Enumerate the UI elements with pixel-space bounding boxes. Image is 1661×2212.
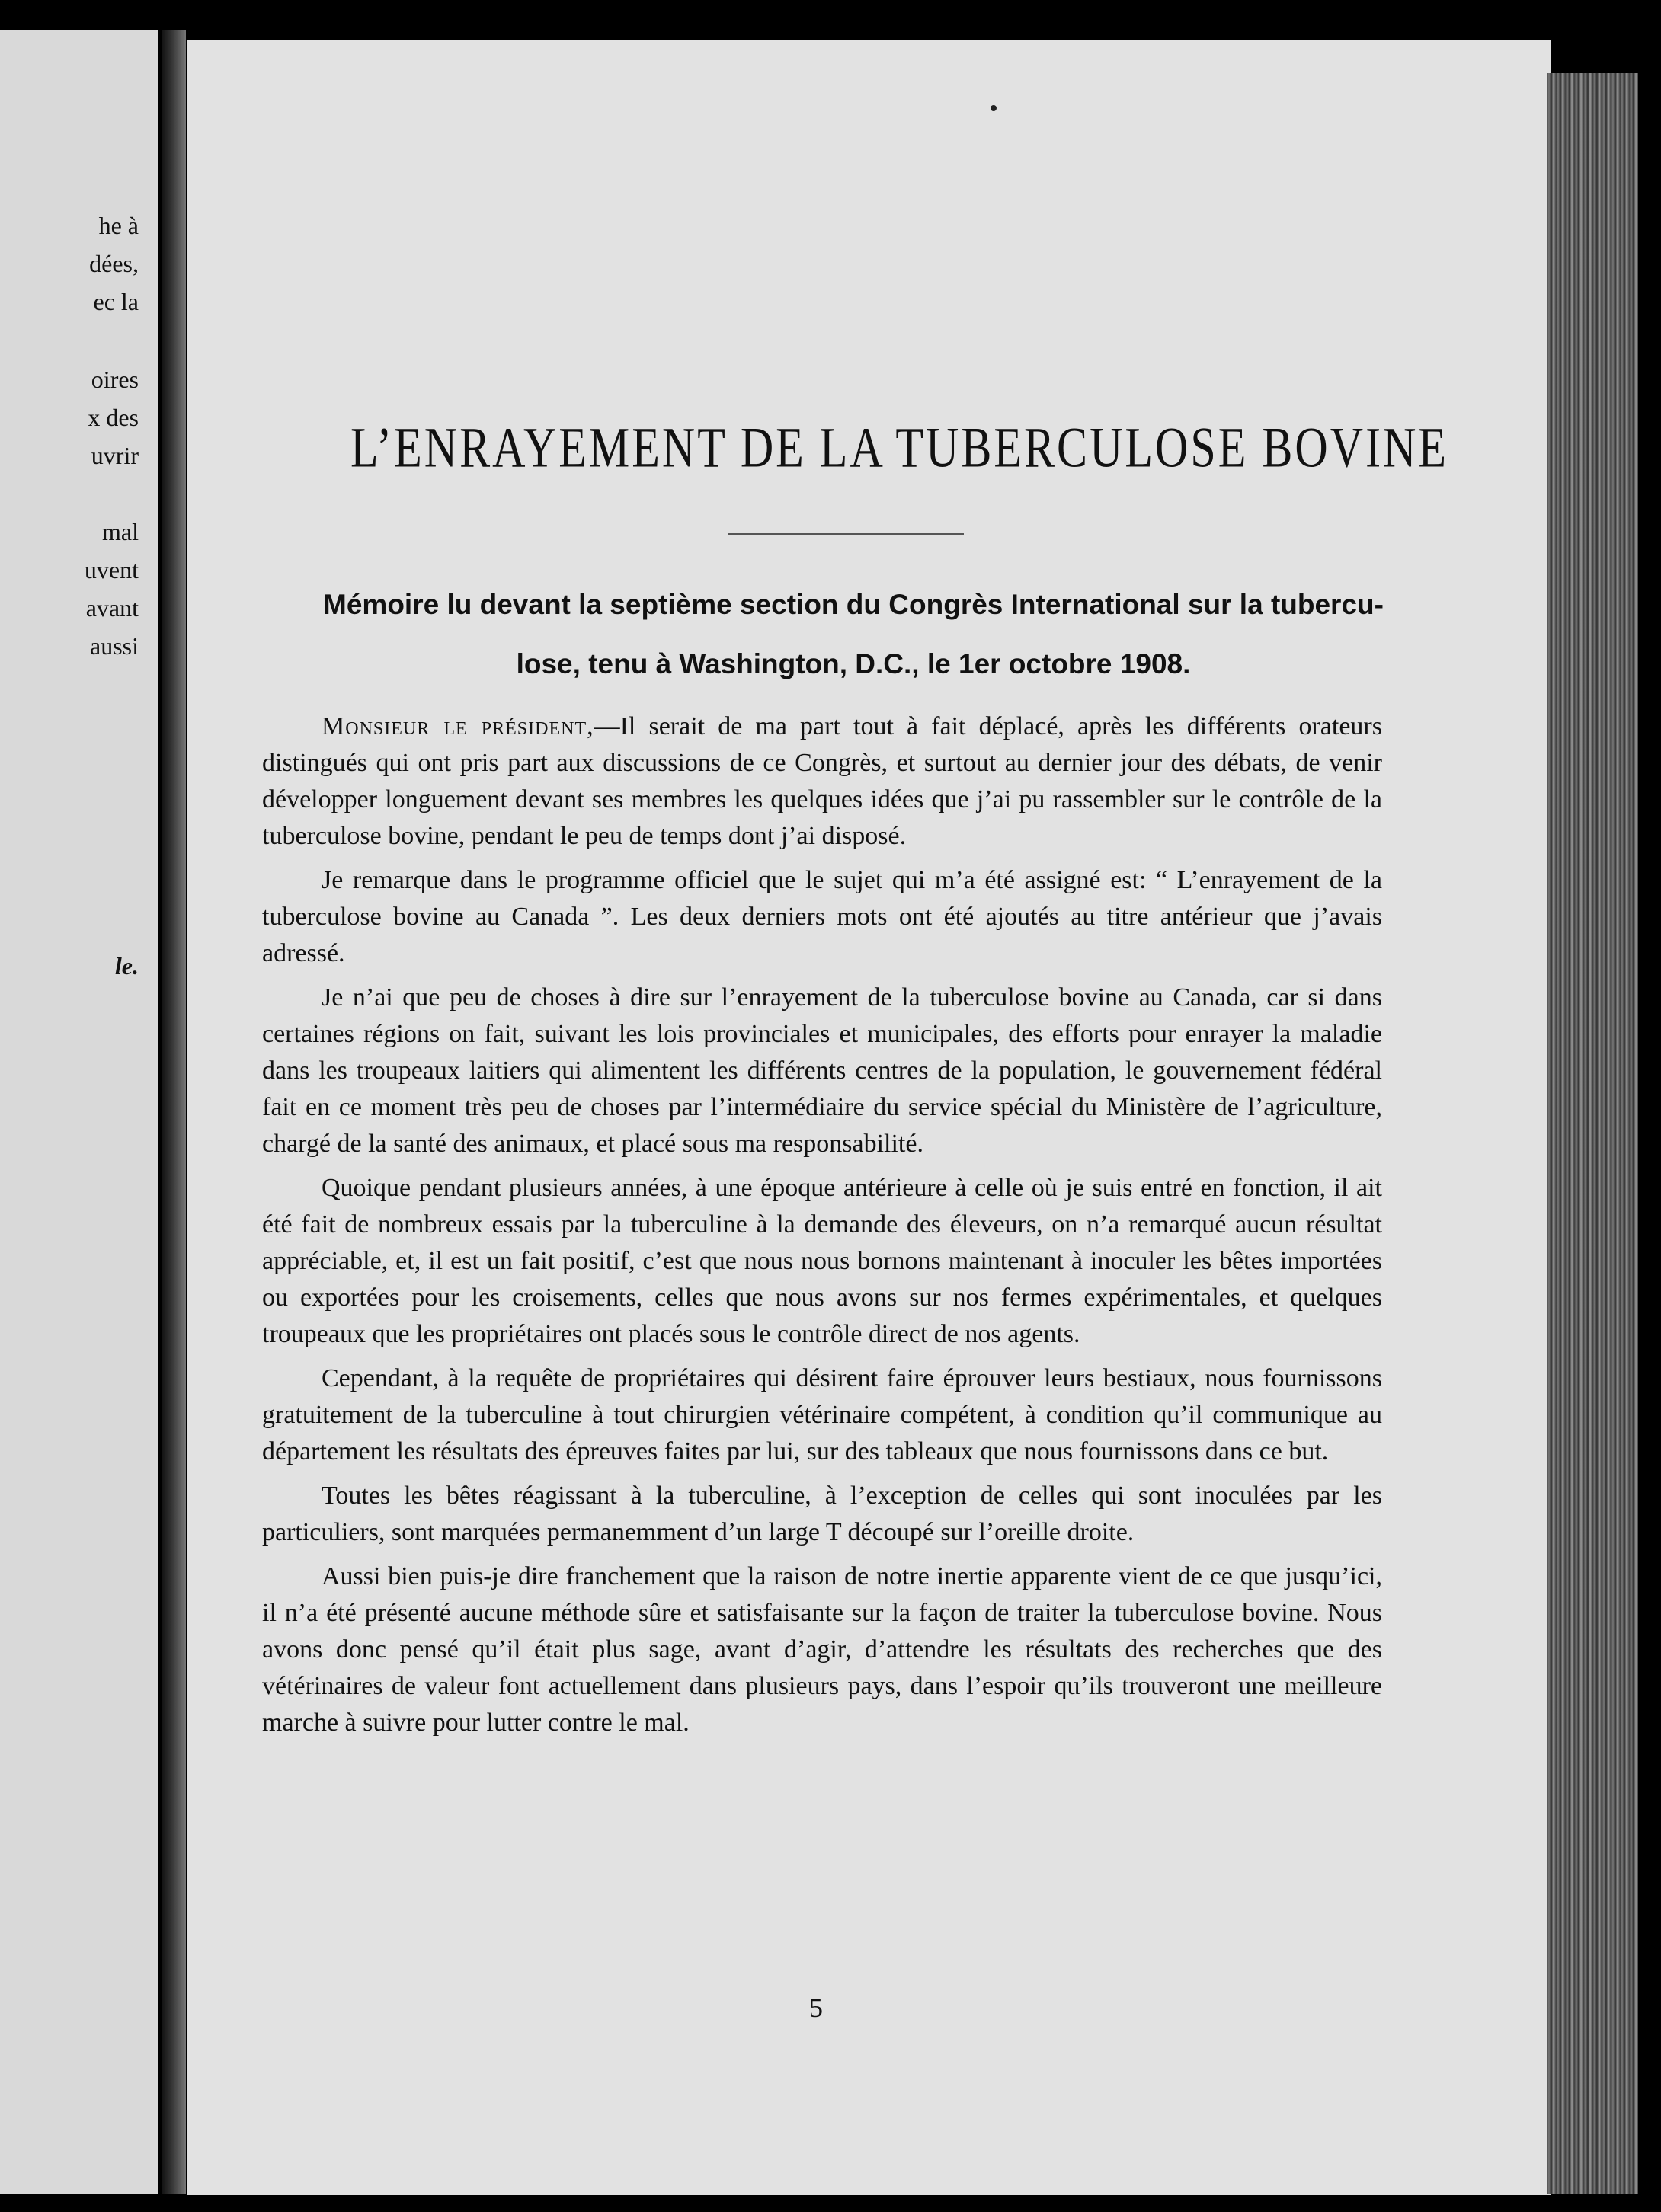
left-page-line: ec la — [93, 288, 139, 315]
ink-dot — [991, 105, 997, 111]
left-page-line: mal — [102, 518, 139, 545]
page-title: L’ENRAYEMENT DE LA TUBERCULOSE BOVINE — [350, 416, 1449, 479]
left-page-line: x des — [88, 404, 139, 431]
title-divider — [728, 533, 964, 535]
left-page-line: avant — [85, 594, 139, 622]
paragraph: Aussi bien puis-je dire franchement que la raison de notre inertie apparente vient de ce que jusqu’ici, il n’a été présenté aucune méthode sûre et satisfaisante sur la façon de traiter la tuberculose bovine. Nous avons donc pensé qu’il était plus sage, avant d’agir, d’attendre les résultats des recherches que des vétérinaires de valeur font actuellement dans plusieurs pays, dans l’espoir qu’ils trouveront une meilleure marche à suivre pour lutter contre le mal. — [262, 1562, 1382, 1737]
book-gutter — [162, 30, 186, 2194]
paragraph: Je n’ai que peu de choses à dire sur l’enrayement de la tuberculose bovine au Canada, car si dans certaines régions on fait, suivant les lois provinciales et municipales, des efforts pour enrayer la maladie dans les troupeaux laitiers qui alimentent les différents centres de la population, le gouvernement fédéral fait en ce moment très peu de choses par l’intermédiaire du service spécial du Ministère de l’agriculture, chargé de la santé des animaux, et placé sous ma responsabilité. — [262, 983, 1382, 1158]
page-edges — [1547, 73, 1638, 2194]
paragraph: Toutes les bêtes réagissant à la tuberculine, à l’exception de celles qui sont inoculées par les particuliers, sont marquées permanemment d’un large T découpé sur l’oreille droite. — [262, 1482, 1382, 1546]
paragraph — [262, 708, 1382, 855]
subtitle — [282, 575, 1425, 694]
paragraph: Cependant, à la requête de propriétaires qui désirent faire éprouver leurs bestiaux, nous fournissons gratuitement de la tuberculine à tout chirurgien vétérinaire compétent, à condition qu’il communique au département les résultats des épreuves faites par lui, sur des tableaux que nous fournissons dans ce but. — [262, 1364, 1382, 1466]
paragraph: Je remarque dans le programme officiel que le sujet qui m’a été assigné est: “ L’enrayement de la tuberculose bovine au Canada ”. Les deux derniers mots ont été ajoutés au titre antérieur que j’avais adressé. — [262, 866, 1382, 967]
paragraph: Quoique pendant plusieurs années, à une époque antérieure à celle où je suis entré en fonction, il ait été fait de nombreux essais par la tuberculine à la demande des éleveurs, on n’a remarqué aucun résultat appréciable, et, il est un fait positif, c’est que nous nous bornons maintenant à inoculer les bêtes importées ou exportées pour les croisements, celles que nous avons sur nos fermes expérimentales, et quelques troupeaux que les propriétaires ont placés sous le contrôle direct de nos agents. — [262, 1174, 1382, 1348]
left-page-line: he à — [98, 212, 139, 239]
subtitle-line: Mémoire lu devant la septième section du Congrès International sur la tubercu- — [323, 589, 1384, 620]
previous-page-fragment — [0, 30, 158, 2194]
salutation: Monsieur le président, — [322, 712, 594, 740]
paragraph-text: —Il serait de ma part tout à fait déplacé, après les différents orateurs distingués qui ont pris part aux discussions de ce Congrès, et surtout au dernier jour des débats, de venir développer longuement devant ses membres les quelques idées que j’ai pu rassembler sur le contrôle de la tuberculose bovine, pendant le peu de temps dont j’ai disposé. — [262, 712, 1382, 850]
page-number: 5 — [809, 1993, 823, 2023]
left-page-line: uvent — [84, 556, 139, 583]
left-page-line: aussi — [90, 632, 139, 660]
left-page-line: dées, — [89, 250, 139, 277]
left-page-line: uvrir — [91, 442, 139, 469]
body-text — [262, 708, 1382, 1749]
left-page-line: le. — [114, 952, 139, 980]
subtitle-line: lose, tenu à Washington, D.C., le 1er octobre 1908. — [516, 648, 1191, 679]
left-page-line: oires — [91, 366, 139, 393]
